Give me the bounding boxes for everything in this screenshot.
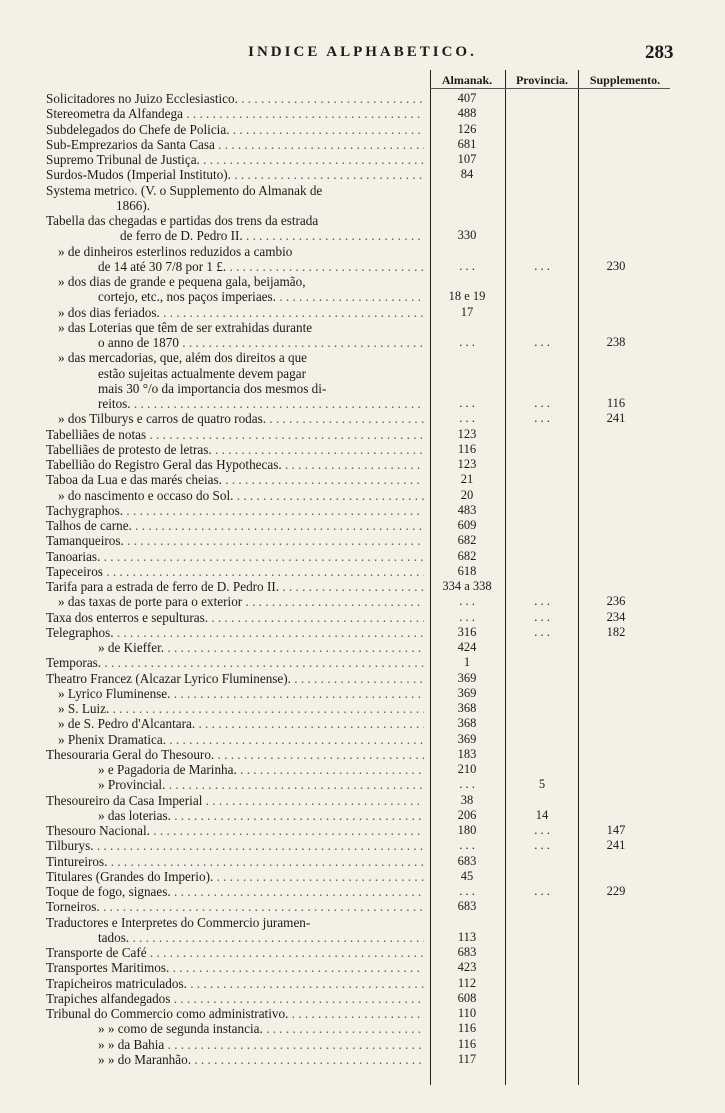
index-entry-label — [46, 442, 424, 457]
entry-text: Supremo Tribunal de Justiça. — [46, 152, 200, 167]
entry-text: Tribunal do Commercio como administrativo. — [46, 1006, 289, 1021]
index-entry-label — [46, 930, 424, 945]
entry-text: Taboa da Lua e das marés cheias. — [46, 472, 222, 488]
almanak-value: 84 — [460, 167, 474, 182]
entry-text: Sub-Emprezarios da Santa Casa — [46, 136, 215, 152]
almanak-value: . . . — [459, 411, 475, 426]
entry-text: de ferro de D. Pedro II. — [120, 228, 243, 244]
almanak-value: 210 — [457, 762, 477, 776]
entry-text: 1866). — [116, 197, 151, 213]
index-entry-label — [46, 106, 424, 121]
entry-text: Tachygraphos. — [46, 502, 124, 518]
index-row — [0, 823, 725, 838]
entry-text: » das mercadorias, que, além dos direitos a que — [58, 350, 308, 366]
index-entry-label — [46, 152, 424, 167]
entry-text: » dos Tilburys e carros de quatro rodas. — [58, 411, 267, 427]
index-row — [0, 1006, 725, 1021]
entry-text: Transporte de Café — [46, 945, 147, 960]
index-entry-label — [46, 274, 424, 289]
index-row — [0, 183, 725, 198]
index-row — [0, 320, 725, 335]
supplemento-value: 230 — [606, 258, 626, 273]
index-entry-label — [46, 625, 424, 640]
almanak-value: 38 — [460, 792, 474, 807]
almanak-value: 682 — [457, 533, 477, 548]
index-row — [0, 106, 725, 121]
entry-text: » Lyrico Fluminense. — [58, 685, 171, 701]
almanak-value: 113 — [457, 929, 477, 944]
index-entry-label — [46, 854, 424, 869]
entry-text: Stereometra da Alfandega — [46, 106, 183, 122]
index-row — [0, 1037, 725, 1052]
index-entry-label — [46, 259, 424, 274]
index-row — [0, 869, 725, 884]
entry-text: Tapeceiros — [46, 563, 103, 579]
index-row — [0, 747, 725, 762]
index-row — [0, 564, 725, 579]
supplemento-value: 236 — [606, 594, 626, 609]
index-row — [0, 716, 725, 731]
entry-text: » Phenix Dramatica. — [58, 731, 167, 747]
index-entry-label — [46, 1052, 424, 1067]
almanak-value: 368 — [457, 716, 477, 731]
index-row — [0, 518, 725, 533]
almanak-value: 206 — [457, 807, 477, 822]
index-entry-label — [46, 777, 424, 792]
almanak-value: 180 — [457, 823, 477, 837]
index-entry-label — [46, 564, 424, 579]
entry-text: Traductores e Interpretes do Commercio juramen- — [46, 914, 311, 930]
almanak-value: . . . — [459, 594, 475, 609]
provincia-value: . . . — [534, 884, 550, 898]
index-row — [0, 762, 725, 777]
almanak-value: 123 — [457, 457, 477, 471]
index-entry-label — [46, 594, 424, 609]
index-entry-label — [46, 899, 424, 914]
entry-text: » de S. Pedro d'Alcantara. — [58, 716, 196, 732]
entry-text: de 14 até 30 7/8 por 1 £. — [98, 258, 227, 274]
almanak-value: 18 e 19 — [448, 289, 486, 304]
index-row — [0, 854, 725, 869]
entry-text: Theatro Francez (Alcazar Lyrico Fluminense). — [46, 670, 291, 686]
provincia-value: . . . — [534, 594, 550, 609]
index-entry-label — [46, 701, 424, 716]
index-row — [0, 488, 725, 503]
almanak-value: 45 — [460, 868, 474, 883]
index-entry-label — [46, 91, 424, 106]
index-row — [0, 686, 725, 701]
almanak-value: 123 — [457, 426, 477, 441]
index-entry-label — [46, 366, 424, 381]
entry-text: Temporas. — [46, 655, 102, 671]
entry-text: Solicitadores no Juizo Ecclesiastico. — [46, 91, 238, 106]
almanak-value: 609 — [457, 518, 477, 532]
index-row — [0, 137, 725, 152]
entry-text: Thesouraria Geral do Thesouro. — [46, 746, 215, 762]
index-entry-label — [46, 381, 424, 396]
index-entry-label — [46, 122, 424, 137]
almanak-value: . . . — [459, 258, 475, 273]
almanak-value: 116 — [457, 441, 477, 456]
provincia-value: . . . — [534, 258, 550, 273]
index-row — [0, 366, 725, 381]
index-row — [0, 411, 725, 426]
index-entry-label — [46, 518, 424, 533]
almanak-value: . . . — [459, 777, 475, 792]
entry-text: tados. — [98, 929, 130, 945]
entry-text: Systema metrico. (V. o Supplemento do Almanak de — [46, 182, 323, 198]
index-entry-label — [46, 884, 424, 899]
entry-text: » » como de segunda instancia. — [98, 1021, 263, 1037]
entry-text: » » do Maranhão. — [98, 1051, 192, 1067]
index-row — [0, 945, 725, 960]
index-entry-label — [46, 823, 424, 838]
index-row — [0, 198, 725, 213]
index-entry-label — [46, 289, 424, 304]
index-row — [0, 427, 725, 442]
entry-text: mais 30 °/o da importancia dos mesmos di- — [98, 380, 327, 396]
almanak-value: 1 — [463, 655, 471, 670]
entry-text: Tarifa para a estrada de ferro de D. Pedro II. — [46, 579, 280, 594]
entry-text: » das taxas de porte para o exterior — [58, 594, 243, 610]
index-entry-label — [46, 549, 424, 564]
index-entry-label — [46, 762, 424, 777]
index-entry-label — [46, 198, 424, 213]
header-rule — [430, 88, 670, 89]
almanak-value: 682 — [457, 548, 477, 563]
index-entry-label — [46, 838, 424, 853]
index-row — [0, 594, 725, 609]
entry-text: Torneiros. — [46, 899, 100, 915]
entry-text: Trapiches alfandegados — [46, 990, 171, 1006]
index-row — [0, 655, 725, 670]
almanak-value: 369 — [457, 685, 477, 700]
almanak-value: 183 — [457, 746, 477, 761]
provincia-value: . . . — [534, 838, 550, 853]
entry-text: Thesoureiro da Casa Imperial — [46, 792, 203, 808]
almanak-value: 110 — [457, 1006, 477, 1020]
entry-text: » dos dias de grande e pequena gala, beijamão, — [58, 274, 306, 289]
provincia-value: 14 — [535, 807, 549, 822]
index-row — [0, 838, 725, 853]
index-entry-label — [46, 213, 424, 228]
entry-text: Tanoarias. — [46, 548, 101, 564]
index-row — [0, 579, 725, 594]
index-entry-label — [46, 305, 424, 320]
almanak-value: 334 a 338 — [442, 579, 492, 593]
index-row — [0, 640, 725, 655]
index-entry-label — [46, 183, 424, 198]
almanak-value: 112 — [457, 975, 477, 990]
index-row — [0, 533, 725, 548]
almanak-value: 618 — [457, 563, 477, 578]
supplemento-value: 116 — [606, 396, 626, 410]
almanak-value: 681 — [457, 136, 477, 151]
index-entry-label — [46, 579, 424, 594]
column-header-provincia: Provincia. — [515, 73, 569, 87]
almanak-value: 683 — [457, 945, 477, 959]
entry-text: Toque de fogo, signaes. — [46, 884, 171, 899]
almanak-value: 116 — [457, 1036, 477, 1051]
index-row — [0, 610, 725, 625]
entry-text: Tabella das chegadas e partidas dos trens da estrada — [46, 213, 319, 228]
entry-text: Telegraphos. — [46, 624, 114, 640]
index-entry-label — [46, 671, 424, 686]
entry-text: » de Kieffer. — [98, 640, 165, 655]
index-entry-label — [46, 457, 424, 472]
index-entry-label — [46, 945, 424, 960]
index-row — [0, 122, 725, 137]
index-row — [0, 305, 725, 320]
entry-text: Tamanqueiros. — [46, 533, 124, 549]
almanak-value: 488 — [457, 106, 477, 121]
almanak-value: 608 — [457, 990, 477, 1005]
almanak-value: 126 — [457, 121, 477, 136]
index-row — [0, 396, 725, 411]
almanak-value: 107 — [457, 152, 477, 166]
index-entry-label — [46, 472, 424, 487]
supplemento-value: 147 — [606, 823, 626, 837]
index-row — [0, 91, 725, 106]
almanak-value: 17 — [460, 304, 474, 319]
almanak-value: 369 — [457, 670, 477, 685]
index-entries — [0, 91, 725, 1067]
index-row — [0, 991, 725, 1006]
almanak-value: 316 — [457, 624, 477, 639]
index-entry-label — [46, 320, 424, 335]
index-row — [0, 350, 725, 365]
almanak-value: . . . — [459, 609, 475, 624]
entry-text: » S. Luiz. — [58, 701, 110, 716]
almanak-value: . . . — [459, 335, 475, 349]
supplemento-value: 241 — [606, 411, 626, 426]
entry-text: Tabelliães de protesto de letras. — [46, 441, 212, 457]
entry-text: Talhos de carne. — [46, 518, 132, 533]
entry-text: Tintureiros. — [46, 853, 108, 869]
index-entry-label — [46, 716, 424, 731]
index-row — [0, 457, 725, 472]
index-row — [0, 777, 725, 792]
index-row — [0, 915, 725, 930]
index-row — [0, 335, 725, 350]
almanak-value: 20 — [460, 487, 474, 502]
index-entry-label — [46, 747, 424, 762]
index-row — [0, 274, 725, 289]
column-header-almanak: Almanak. — [441, 73, 493, 87]
almanak-value: 369 — [457, 731, 477, 746]
index-entry-label — [46, 228, 424, 243]
entry-text: Titulares (Grandes do Imperio). — [46, 868, 214, 884]
entry-text: Taxa dos enterros e sepulturas. — [46, 609, 209, 625]
index-row — [0, 1052, 725, 1067]
index-entry-label — [46, 640, 424, 655]
index-row — [0, 1021, 725, 1036]
index-entry-label — [46, 655, 424, 670]
supplemento-value: 241 — [606, 838, 626, 853]
index-entry-label — [46, 1037, 424, 1052]
index-row — [0, 259, 725, 274]
index-row — [0, 503, 725, 518]
supplemento-value: 229 — [606, 884, 626, 898]
index-row — [0, 884, 725, 899]
almanak-value: 683 — [457, 853, 477, 868]
index-entry-label — [46, 732, 424, 747]
index-row — [0, 289, 725, 304]
index-row — [0, 899, 725, 914]
index-row — [0, 960, 725, 975]
almanak-value: 683 — [457, 899, 477, 914]
index-row — [0, 167, 725, 182]
almanak-value: 116 — [457, 1021, 477, 1036]
index-entry-label — [46, 976, 424, 991]
supplemento-value: 238 — [606, 335, 626, 349]
column-header-supplemento: Supplemento. — [589, 73, 661, 87]
index-row — [0, 549, 725, 564]
entry-text: o anno de 1870 — [98, 335, 179, 350]
index-entry-label — [46, 488, 424, 503]
index-row — [0, 671, 725, 686]
index-entry-label — [46, 793, 424, 808]
index-entry-label — [46, 244, 424, 259]
index-row — [0, 732, 725, 747]
index-row — [0, 808, 725, 823]
entry-text: » » da Bahia — [98, 1036, 165, 1052]
entry-text: cortejo, etc., nos paços imperiaes. — [98, 289, 276, 305]
almanak-value: . . . — [459, 396, 475, 410]
page-number: 283 — [645, 42, 674, 63]
provincia-value: . . . — [534, 411, 550, 426]
index-entry-label — [46, 960, 424, 975]
entry-text: Surdos-Mudos (Imperial Instituto). — [46, 167, 231, 183]
almanak-value: 423 — [457, 960, 477, 975]
entry-text: » Provincial. — [98, 777, 166, 793]
provincia-value: . . . — [534, 335, 550, 349]
page-title: INDICE ALPHABETICO. — [248, 44, 477, 60]
entry-text: » e Pagadoria de Marinha. — [98, 762, 237, 777]
index-row — [0, 472, 725, 487]
index-row — [0, 381, 725, 396]
provincia-value: . . . — [534, 624, 550, 639]
index-entry-label — [46, 350, 424, 365]
index-entry-label — [46, 869, 424, 884]
almanak-value: 483 — [457, 502, 477, 517]
index-entry-label — [46, 335, 424, 350]
provincia-value: . . . — [534, 396, 550, 410]
entry-text: » das Loterias que têm de ser extrahidas durante — [58, 319, 313, 335]
entry-text: Trapicheiros matriculados. — [46, 975, 187, 991]
entry-text: reitos. — [98, 396, 131, 411]
entry-text: Thesouro Nacional. — [46, 823, 150, 838]
provincia-value: . . . — [534, 823, 550, 837]
provincia-value: . . . — [534, 609, 550, 624]
index-row — [0, 213, 725, 228]
entry-text: » do nascimento e occaso do Sol. — [58, 487, 234, 503]
index-row — [0, 228, 725, 243]
index-entry-label — [46, 1006, 424, 1021]
index-entry-label — [46, 915, 424, 930]
supplemento-value: 182 — [606, 624, 626, 639]
index-row — [0, 976, 725, 991]
index-entry-label — [46, 396, 424, 411]
index-row — [0, 701, 725, 716]
index-entry-label — [46, 503, 424, 518]
entry-text: Tabellião do Registro Geral das Hypothecas. — [46, 457, 282, 472]
index-entry-label — [46, 411, 424, 426]
index-entry-label — [46, 1021, 424, 1036]
almanak-value: 330 — [457, 228, 477, 243]
entry-text: » dos dias feriados. — [58, 304, 160, 320]
index-entry-label — [46, 686, 424, 701]
index-entry-label — [46, 137, 424, 152]
entry-text: Transportes Maritimos. — [46, 960, 170, 976]
index-row — [0, 930, 725, 945]
index-entry-label — [46, 808, 424, 823]
index-row — [0, 244, 725, 259]
index-row — [0, 152, 725, 167]
index-row — [0, 793, 725, 808]
almanak-value: 21 — [460, 472, 474, 487]
supplemento-value: 234 — [606, 609, 626, 624]
entry-text: estão sujeitas actualmente devem pagar — [98, 365, 306, 381]
index-entry-label — [46, 167, 424, 182]
index-row — [0, 442, 725, 457]
entry-text: Subdelegados do Chefe de Policia. — [46, 121, 230, 137]
almanak-value: 368 — [457, 701, 477, 715]
index-row — [0, 625, 725, 640]
index-entry-label — [46, 427, 424, 442]
index-entry-label — [46, 610, 424, 625]
almanak-value: 407 — [457, 91, 477, 105]
almanak-value: . . . — [459, 838, 475, 853]
index-entry-label — [46, 533, 424, 548]
entry-text: Tilburys. — [46, 838, 94, 854]
almanak-value: 117 — [457, 1051, 477, 1066]
almanak-value: 424 — [457, 640, 477, 654]
entry-text: » de dinheiros esterlinos reduzidos a cambio — [58, 243, 293, 259]
provincia-value: 5 — [538, 777, 546, 792]
almanak-value: . . . — [459, 884, 475, 898]
entry-text: » das loterias. — [98, 807, 171, 823]
entry-text: Tabelliães de notas — [46, 426, 147, 442]
index-entry-label — [46, 991, 424, 1006]
